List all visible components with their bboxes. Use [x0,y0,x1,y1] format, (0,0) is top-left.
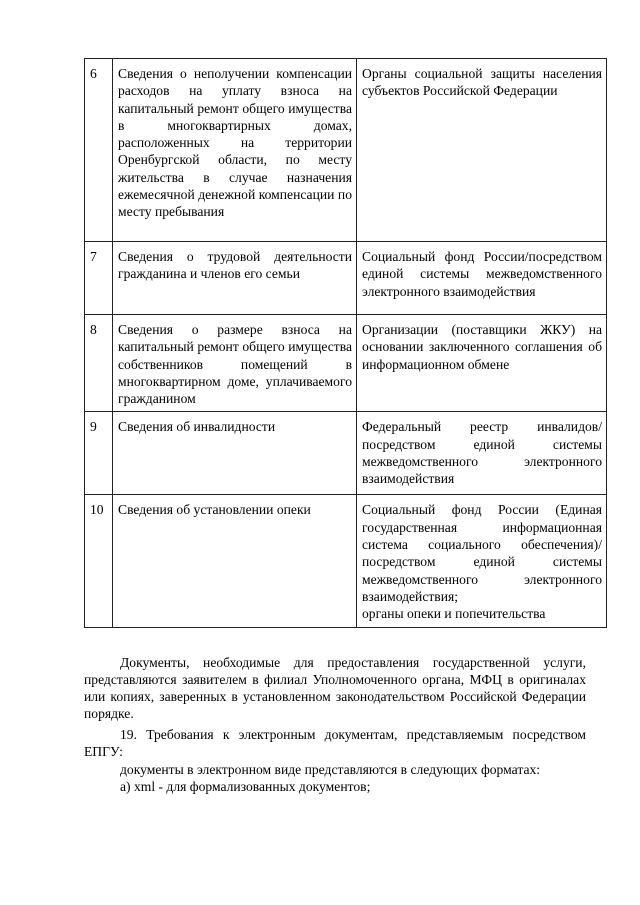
table-row [85,315,607,412]
paragraph-documents-submission: Документы, необходимые для предоставления государственной услуги, представляются заявителем в филиал Уполномоченного органа, МФЦ в оригиналах или копиях, заверенных в установленном законодательством Российской Федерации порядке. [84,655,586,721]
source-organization: Федеральный реестр инвалидов/ посредством единой системы межведомственного электронного взаимодействия [357,412,607,495]
source-organization: Органы социальной защиты населения субъектов Российской Федерации [357,59,607,242]
source-organization-cell [357,495,607,627]
document-info: Сведения о размере взноса на капитальный ремонт общего имущества собственников помещений в многоквартирном доме, уплачиваемого гражданином [113,315,357,412]
paragraph-format-xml: а) xml - для формализованных документов; [120,779,371,794]
table-row [85,59,607,242]
source-organization: Организации (поставщики ЖКУ) на основании заключенного соглашения об информационном обмене [357,315,607,412]
documents-table [84,58,607,628]
row-number: 9 [85,412,113,495]
table-row [85,412,607,495]
source-organization-extra: органы опеки и попечительства [362,606,546,622]
row-number: 6 [85,59,113,242]
source-organization: Социальный фонд России/посредством единой системы межведомственного электронного взаимодействия [357,242,607,315]
paragraph-formats-intro: документы в электронном виде представляются в следующих форматах: [120,762,541,777]
table-row [85,242,607,315]
table-row [85,495,607,627]
row-number: 8 [85,315,113,412]
paragraph-section-19: 19. Требования к электронным документам, представляемым посредством ЕПГУ: [84,727,586,759]
row-number: 10 [85,495,113,627]
document-info: Сведения об инвалидности [113,412,357,495]
row-number: 7 [85,242,113,315]
source-organization: Социальный фонд России (Единая государственная информационная система социального обеспечения)/ посредством единой системы межведомственного электронного взаимодействия; [362,502,602,604]
document-info: Сведения о трудовой деятельности гражданина и членов его семьи [113,242,357,315]
document-info: Сведения о неполучении компенсации расходов на уплату взноса на капитальный ремонт общего имущества в многоквартирных домах, расположенных на территории Оренбургской области, по месту жительства в случае назначения ежемесячной денежной компенсации по месту пребывания [113,59,357,242]
document-info: Сведения об установлении опеки [113,495,357,627]
